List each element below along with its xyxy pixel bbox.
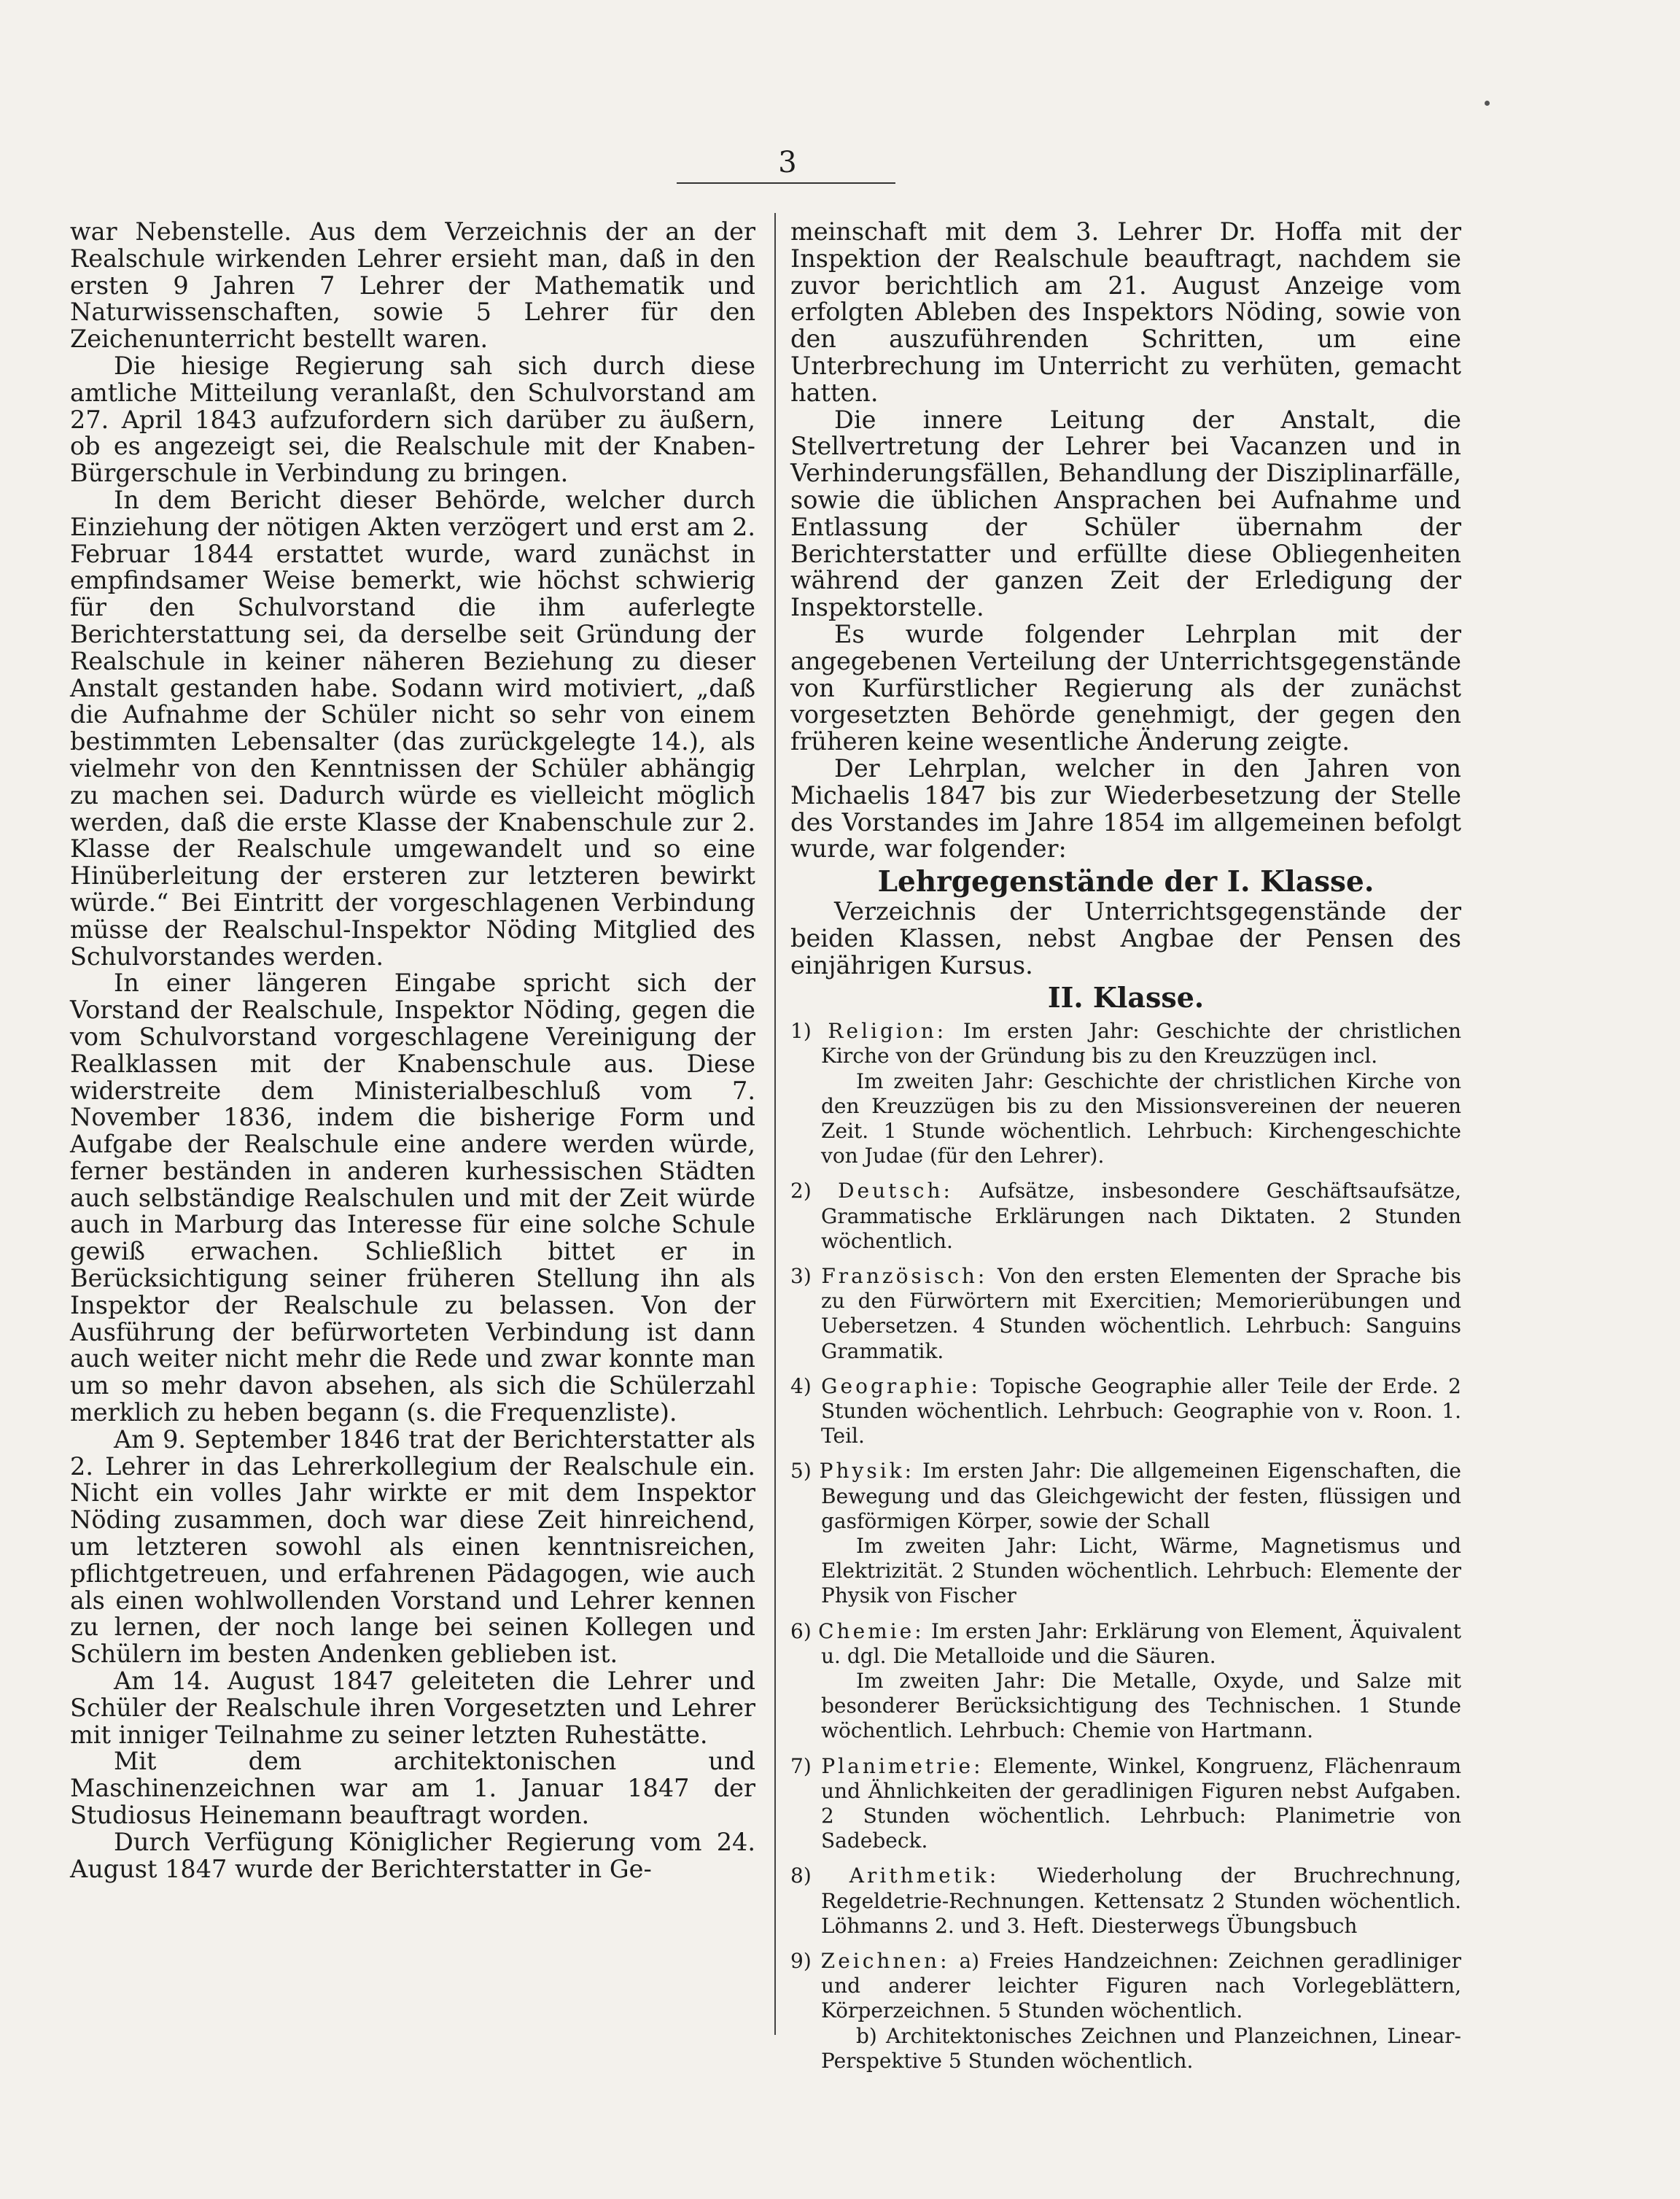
item-line [790,1374,1461,1449]
paragraph: Mit dem architektonischen und Maschinenzeichnen war am 1. Januar 1847 der Studiosus Heinemann beauftragt worden. [70,1747,755,1830]
item-text: Im ersten Jahr: Geschichte der christlichen Kirche von der Gründung bis zu den Kreuzzügen incl. [821,1019,1462,1069]
item-number: 1) [790,1019,812,1044]
item-number: 9) [790,1949,812,1974]
curriculum-item [790,1754,1461,1854]
subsection-title: II. Klasse. [1047,981,1205,1015]
paragraph: Die hiesige Regierung sah sich durch diese amtliche Mitteilung veranlaßt, den Schulvorstand am 27. April 1843 aufzufordern sich darüber zu äußern, ob es angezeigt sei, die Realschule mit der Knaben-Bürgerschule in Verbindung zu bringen. [70,351,755,488]
item-line [790,1459,1461,1534]
page-number-rule [677,182,895,184]
item-text: Im ersten Jahr: Die allgemeinen Eigenschaften, die Bewegung und das Gleichgewicht der festen, flüssigen und gasförmigen Körper, sowie der Schall [821,1459,1461,1533]
item-line [790,1863,1461,1939]
paragraph: In einer längeren Eingabe spricht sich der Vorstand der Realschule, Inspektor Nöding, gegen die vom Schulvorstand vorgeschlagene Vereinigung der Realklassen mit der Knabenschule aus. Diese widerstreite dem Ministerialbeschluß vom 7. November 1836, indem die bisherige Form und Aufgabe der Realschule eine andere werden würde, ferner beständen in anderen kurhessischen Städten auch selbständige Realschulen und mit der Zeit würde auch in Marburg das Interesse für eine solche Schule gewiß erwachen. Schließlich bittet er in Berücksichtigung seiner früheren Stellung ihn als Inspektor der Realschule zu belassen. Von der Ausführung der befürworteten Verbindung ist dann auch weiter nicht mehr die Rede und zwar konnte man um so mehr davon absehen, als sich die Schülerzahl merklich zu heben begann (s. die Frequenzliste). [70,969,755,1427]
item-line [790,1754,1461,1854]
curriculum-item [790,1179,1461,1254]
item-number: 7) [790,1753,812,1778]
curriculum-item [790,1619,1461,1744]
curriculum-item [790,1949,1461,2074]
item-line [790,1019,1461,1069]
item-number: 6) [790,1618,812,1643]
page-number: 3 [778,146,797,179]
item-text: Aufsätze, insbesondere Geschäftsaufsätze, Grammatische Erklärungen nach Diktaten. 2 Stunden wöchentlich. [821,1179,1461,1253]
item-subject: Deutsch: [838,1179,953,1203]
item-line [790,1949,1461,2024]
left-column [70,219,755,1882]
paragraph: war Nebenstelle. Aus dem Verzeichnis der an der Realschule wirkenden Lehrer ersieht man, daß in den ersten 9 Jahren 7 Lehrer der Mathematik und Naturwissenschaften, sowie 5 Lehrer für den Zeichenunterricht bestellt waren. [70,217,755,354]
paragraph: Durch Verfügung Königlicher Regierung vom 24. August 1847 wurde der Berichterstatter in Ge- [70,1827,755,1883]
item-text: Wiederholung der Bruchrechnung, Regeldetrie-Rechnungen. Kettensatz 2 Stunden wöchentlich. Löhmanns 2. und 3. Heft. Diesterwegs Übungsbuch [821,1863,1462,1938]
item-number: 2) [790,1179,812,1203]
item-text: Elemente, Winkel, Kongruenz, Flächenraum und Ähnlichkeiten der geradlinigen Figuren nebst Aufgaben. 2 Stunden wöchentlich. Lehrbuch: Planimetrie von Sadebeck. [821,1753,1462,1853]
item-text: Im ersten Jahr: Erklärung von Element, Äquivalent u. dgl. Die Metalloide und die Säuren. [821,1618,1461,1668]
item-continuation: Im zweiten Jahr: Licht, Wärme, Magnetismus und Elektrizität. 2 Stunden wöchentlich. Lehrbuch: Elemente der Physik von Fischer [821,1533,1461,1608]
item-line [790,1179,1461,1254]
item-subject: Französisch: [821,1263,988,1288]
item-line [790,1264,1461,1364]
paragraph: Am 9. September 1846 trat der Berichterstatter als 2. Lehrer in das Lehrerkollegium der Realschule ein. Nicht ein volles Jahr wirkte er mit dem Inspektor Nöding zusammen, doch war diese Zeit hinreichend, um letzteren sowohl als einen kenntnisreichen, pflichtgetreuen, und erfahrenen Pädagogen, wie auch als einen wohlwollenden Vorstand und Lehrer kennen zu lernen, der noch lange bei seinen Kollegen und Schülern im besten Andenken geblieben ist. [70,1424,755,1669]
curriculum-item [790,1863,1461,1939]
column-divider [774,213,776,2035]
curriculum-item [790,1459,1461,1608]
item-subject: Planimetrie: [821,1753,984,1778]
curriculum-item [790,1264,1461,1364]
curriculum-item [790,1019,1461,1168]
item-subject: Geographie: [821,1373,981,1398]
item-number: 4) [790,1373,812,1398]
item-subject: Religion: [828,1019,947,1044]
item-text: Von den ersten Elementen der Sprache bis zu den Fürwörtern mit Exercitien; Memorierübungen und Uebersetzen. 4 Stunden wöchentlich. Lehrbuch: Sanguins Grammatik. [821,1263,1461,1363]
item-number: 5) [790,1459,812,1484]
item-number: 3) [790,1263,812,1288]
item-continuation: Im zweiten Jahr: Die Metalle, Oxyde, und Salze mit besonderer Berücksichtigung des Technischen. 1 Stunde wöchentlich. Lehrbuch: Chemie von Hartmann. [821,1668,1461,1743]
item-text: Topische Geographie aller Teile der Erde. 2 Stunden wöchentlich. Lehrbuch: Geographie von v. Roon. 1. Teil. [821,1373,1461,1448]
item-line [790,1619,1461,1669]
item-number: 8) [790,1863,812,1888]
paragraph: Der Lehrplan, welcher in den Jahren von Michaelis 1847 bis zur Wiederbesetzung der Stelle des Vorstandes im Jahre 1854 im allgemeinen befolgt wurde, war folgender: [790,753,1461,864]
curriculum-item [790,1374,1461,1449]
right-column [790,219,1461,2084]
paragraph: meinschaft mit dem 3. Lehrer Dr. Hoffa mit der Inspektion der Realschule beauftragt, nachdem sie zuvor berichtlich am 21. August Anzeige vom erfolgten Ableben des Inspektors Nöding, sowie von den auszuführenden Schritten, um eine Unterbrechung im Unterricht zu verhüten, gemacht hatten. [790,217,1461,407]
item-text: a) Freies Handzeichnen: Zeichnen geradliniger und anderer leichter Figuren nach Vorlegeblättern, Körperzeichnen. 5 Stunden wöchentlich. [821,1949,1462,2023]
item-continuation: b) Architektonisches Zeichnen und Planzeichnen, Linear-Perspektive 5 Stunden wöchentlich. [821,2023,1461,2073]
curriculum-list [790,1019,1461,2074]
paragraph: Am 14. August 1847 geleiteten die Lehrer und Schüler der Realschule ihren Vorgesetzten und Lehrer mit inniger Teilnahme zu seiner letzten Ruhestätte. [70,1667,755,1749]
paragraph: Es wurde folgender Lehrplan mit der angegebenen Verteilung der Unterrichtsgegenstände von Kurfürstlicher Regierung als der zunächst vorgesetzten Behörde genehmigt, der gegen den früheren keine wesentliche Änderung zeigte. [790,619,1461,756]
item-subject: Arithmetik: [849,1863,1000,1888]
item-subject: Physik: [819,1459,915,1484]
paragraph: In dem Bericht dieser Behörde, welcher durch Einziehung der nötigen Akten verzögert und erst am 2. Februar 1844 erstattet wurde, ward zunächst in empfindsamer Weise bemerkt, wie höchst schwierig für den Schulvorstand die ihm auferlegte Berichterstattung sei, da derselbe seit Gründung der Realschule in keiner näheren Beziehung zu dieser Anstalt gestanden habe. Sodann wird motiviert, „daß die Aufnahme der Schüler nicht so sehr von einem bestimmten Lebensalter (das zurückgelegte 14.), als vielmehr von den Kenntnissen der Schüler abhängig zu machen sei. Dadurch würde es vielleicht möglich werden, daß die erste Klasse der Knabenschule zur 2. Klasse der Realschule umgewandelt und so eine Hinüberleitung der ersteren zur letzteren bewirkt würde.“ Bei Eintritt der vorgeschlagenen Verbindung müsse der Realschul-Inspektor Nöding Mitglied des Schulvorstandes werden. [70,485,755,971]
item-continuation: Im zweiten Jahr: Geschichte der christlichen Kirche von den Kreuzzügen bis zu den Missionsvereinen der neueren Zeit. 1 Stunde wöchentlich. Lehrbuch: Kirchengeschichte von Judae (für den Lehrer). [821,1069,1461,1168]
section-title: Lehrgegenstände der I. Klasse. [877,865,1374,899]
item-subject: Chemie: [818,1618,925,1643]
paragraph: Die innere Leitung der Anstalt, die Stellvertretung der Lehrer bei Vacanzen und in Verhinderungsfällen, Behandlung der Disziplinarfälle, sowie die üblichen Ansprachen bei Aufnahme und Entlassung der Schüler übernahm der Berichterstatter und erfüllte diese Obliegenheiten während der ganzen Zeit der Erledigung der Inspektorstelle. [790,405,1461,622]
section-intro: Verzeichnis der Unterrichtsgegenstände der beiden Klassen, nebst Angbae der Pensen des einjährigen Kursus. [790,896,1461,980]
item-subject: Zeichnen: [820,1949,950,1974]
ink-speck [1485,101,1490,106]
